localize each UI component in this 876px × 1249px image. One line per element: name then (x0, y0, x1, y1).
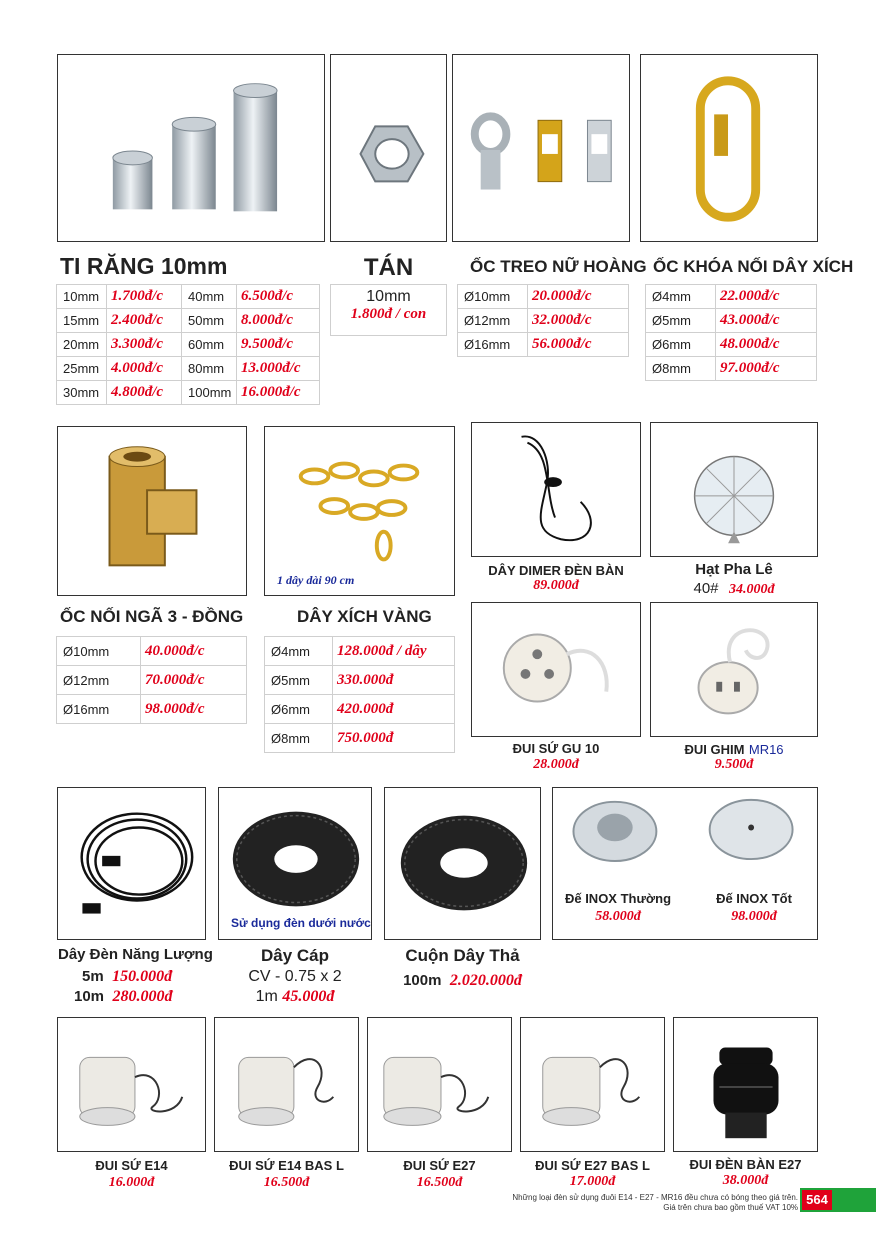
table-row: Ø8mm 97.000đ/c (646, 357, 817, 381)
dui-ghim-image (650, 602, 818, 737)
table-row: Ø12mm 70.000đ/c (57, 666, 247, 695)
dui-e27-bas-l-image (520, 1017, 665, 1152)
table-row: 10mm 1.700đ/c 40mm 6.500đ/c (57, 285, 320, 309)
table-row: Ø12mm 32.000đ/c (458, 309, 629, 333)
dui-gu10-image (471, 602, 641, 737)
dui-gu10-price: 28.000đ (533, 757, 579, 772)
dui-den-ban-image (673, 1017, 818, 1152)
hat-pha-le-code: 40# (693, 580, 719, 597)
day-xich-title: DÂY XÍCH VÀNG (297, 607, 432, 626)
day-xich-price-table (264, 636, 455, 753)
dui-e14-price: 16.000đ (108, 1175, 155, 1190)
table-row: Ø5mm 330.000đ (265, 666, 455, 695)
day-cap-title: Dây Cáp (260, 946, 330, 965)
table-row: Ø4mm 22.000đ/c (646, 285, 817, 309)
oc-noi-price-table (56, 636, 247, 724)
day-cap-spec: CV - 0.75 x 2 (248, 968, 342, 985)
table-row: Ø6mm 48.000đ/c (646, 333, 817, 357)
tan-price: 1.800đ / con (350, 306, 427, 322)
dui-e27-price: 16.500đ (416, 1175, 463, 1190)
oc-treo-price-table (457, 284, 629, 357)
dui-den-ban-title: ĐUI ĐÈN BÀN E27 (689, 1157, 802, 1172)
cuon-day-price-line: 100m 2.020.000đ (403, 972, 522, 989)
dui-ghim-price: 9.500đ (714, 757, 754, 772)
day-cap-note: Sử dụng đèn dưới nước (231, 916, 371, 930)
hat-pha-le-price: 34.000đ (728, 582, 775, 597)
de-inox-tot-price: 98.000đ (731, 909, 777, 924)
oc-noi-title: ỐC NỐI NGÃ 3 - ĐỒNG (60, 607, 244, 626)
tan-price-box (330, 284, 447, 336)
hat-pha-le-title: Hạt Pha Lê (695, 561, 773, 578)
table-row: Ø5mm 43.000đ/c (646, 309, 817, 333)
page-number: 564 (802, 1190, 832, 1210)
tan-title: TÁN (363, 254, 414, 281)
oc-treo-image (452, 54, 630, 242)
day-xich-length-note: 1 dây dài 90 cm (277, 573, 355, 587)
day-dimer-price: 89.000đ (533, 578, 579, 593)
table-row: Ø16mm 98.000đ/c (57, 695, 247, 724)
table-row: Ø16mm 56.000đ/c (458, 333, 629, 357)
dui-e14-bas-l-title: ĐUI SỨ E14 BAS L (229, 1158, 344, 1173)
table-row: Ø10mm 40.000đ/c (57, 637, 247, 666)
de-inox-image (552, 787, 818, 940)
table-row: 30mm 4.800đ/c 100mm 16.000đ/c (57, 381, 320, 405)
dui-e14-image (57, 1017, 206, 1152)
tan-image (330, 54, 447, 242)
table-row: 25mm 4.000đ/c 80mm 13.000đ/c (57, 357, 320, 381)
table-row: Ø4mm 128.000đ / dây (265, 637, 455, 666)
table-row: Ø6mm 420.000đ (265, 695, 455, 724)
table-row: Ø8mm 750.000đ (265, 724, 455, 753)
cuon-day-image (384, 787, 541, 940)
footer-note-vat: Giá trên chưa bao gồm thuế VAT 10% (663, 1203, 798, 1212)
de-inox-tot-label: Đế INOX Tốt (716, 891, 792, 906)
dui-den-ban-price: 38.000đ (722, 1173, 769, 1188)
ti-rang-image (57, 54, 325, 242)
day-nang-luong-title: Dây Đèn Năng Lượng (58, 946, 213, 963)
day-xich-image (264, 426, 455, 596)
de-inox-thuong-label: Đế INOX Thường (564, 891, 672, 906)
hat-pha-le-price-line (650, 580, 818, 598)
oc-treo-title: ỐC TREO NỮ HOÀNG (470, 257, 647, 276)
table-row: 20mm 3.300đ/c 60mm 9.500đ/c (57, 333, 320, 357)
hat-pha-le-image (650, 422, 818, 557)
dui-e14-bas-l-price: 16.500đ (263, 1175, 310, 1190)
oc-khoa-title: ỐC KHÓA NỐI DÂY XÍCH (653, 257, 854, 276)
dui-e27-title: ĐUI SỨ E27 (403, 1158, 476, 1173)
de-inox-thuong-price: 58.000đ (595, 909, 641, 924)
dui-ghim-sub: MR16 (748, 742, 784, 757)
dui-e14-bas-l-image (214, 1017, 359, 1152)
day-cap-image (218, 787, 372, 940)
dui-e27-bas-l-price: 17.000đ (569, 1174, 616, 1189)
dui-gu10-title: ĐUI SỨ GU 10 (512, 741, 600, 756)
ti-rang-title: TI RĂNG 10mm (60, 253, 228, 279)
dui-e14-title: ĐUI SỨ E14 (95, 1158, 168, 1173)
oc-noi-image (57, 426, 247, 596)
cuon-day-title: Cuộn Dây Thả (405, 946, 520, 965)
day-dimer-image (471, 422, 641, 557)
day-nang-luong-image (57, 787, 206, 940)
day-cap-price-line: 1m 45.000đ (255, 988, 335, 1005)
footer-note-bulbs: Những loại đèn sử dụng đuôi E14 - E27 - MR16 đều chưa có bóng theo giá trên. (512, 1193, 798, 1202)
day-nang-luong-10m: 10m 280.000đ (74, 988, 173, 1005)
tan-size: 10mm (366, 288, 411, 305)
dui-e27-image (367, 1017, 512, 1152)
table-row: 15mm 2.400đ/c 50mm 8.000đ/c (57, 309, 320, 333)
dui-e27-bas-l-title: ĐUI SỨ E27 BAS L (535, 1158, 650, 1173)
day-dimer-title: DÂY DIMER ĐÈN BÀN (488, 563, 624, 578)
oc-khoa-price-table (645, 284, 817, 381)
oc-khoa-image (640, 54, 818, 242)
ti-rang-price-table (56, 284, 320, 405)
table-row: Ø10mm 20.000đ/c (458, 285, 629, 309)
dui-ghim-title: ĐUI GHIM (684, 742, 745, 757)
day-nang-luong-5m: 5m 150.000đ (82, 968, 173, 985)
